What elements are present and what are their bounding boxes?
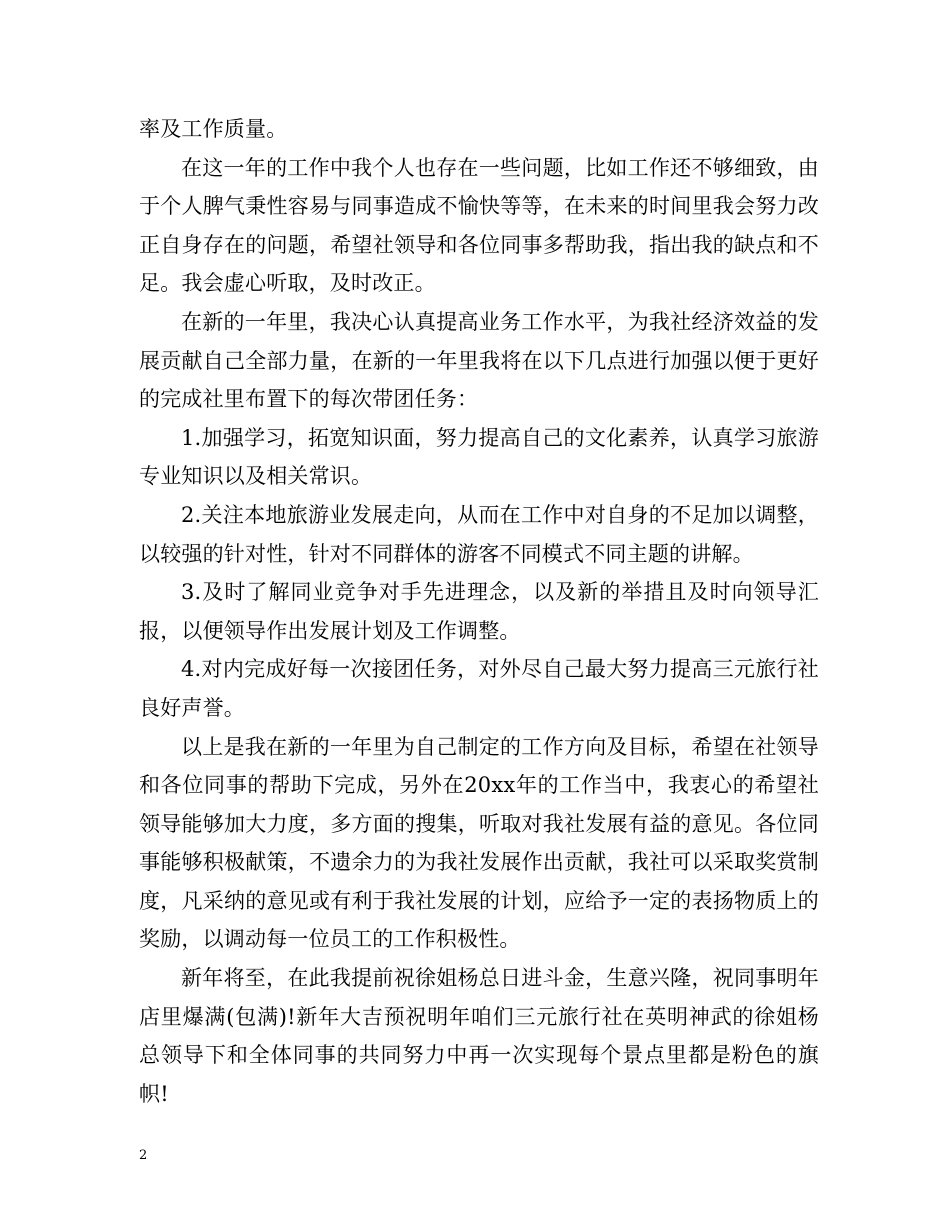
paragraph-6: 3.及时了解同业竞争对手先进理念，以及新的举措且及时向领导汇报，以便领导作出发展计划及工作调整。	[139, 580, 819, 643]
paragraph-9: 新年将至，在此我提前祝徐姐杨总日进斗金，生意兴隆，祝同事明年店里爆满(包满)!新年大吉预祝明年咱们三元旅行社在英明神武的徐姐杨总领导下和全体同事的共同努力中再一次实现每个景点里都是粉色的旗帜!	[139, 966, 819, 1106]
paragraph-1: 率及工作质量。	[139, 117, 288, 141]
paragraph-4: 1.加强学习，拓宽知识面，努力提高自己的文化素养，认真学习旅游专业知识以及相关常识。	[139, 425, 819, 489]
paragraph-8: 以上是我在新的一年里为自己制定的工作方向及目标，希望在社领导和各位同事的帮助下完成，另外在20xx年的工作当中，我衷心的希望社领导能够加大力度，多方面的搜集，听取对我社发展有益的意见。各位同事能够积极献策，不遗余力的为我社发展作出贡献，我社可以采取奖赏制度，凡采纳的意见或有利于我社发展的计划，应给予一定的表扬物质上的奖励，以调动每一位员工的工作积极性。	[139, 734, 819, 952]
document-body	[139, 110, 819, 1113]
paragraph-7: 4.对内完成好每一次接团任务，对外尽自己最大努力提高三元旅行社良好声誉。	[139, 657, 819, 720]
page-number: 2	[139, 1148, 148, 1163]
paragraph-5: 2.关注本地旅游业发展走向，从而在工作中对自身的不足加以调整，以较强的针对性，针对不同群体的游客不同模式不同主题的讲解。	[139, 502, 819, 566]
paragraph-2: 在这一年的工作中我个人也存在一些问题，比如工作还不够细致，由于个人脾气秉性容易与同事造成不愉快等等，在未来的时间里我会努力改正自身存在的问题，希望社领导和各位同事多帮助我，指出我的缺点和不足。我会虚心听取，及时改正。	[139, 155, 819, 296]
paragraph-3: 在新的一年里，我决心认真提高业务工作水平，为我社经济效益的发展贡献自己全部力量，在新的一年里我将在以下几点进行加强以便于更好的完成社里布置下的每次带团任务：	[139, 309, 819, 412]
